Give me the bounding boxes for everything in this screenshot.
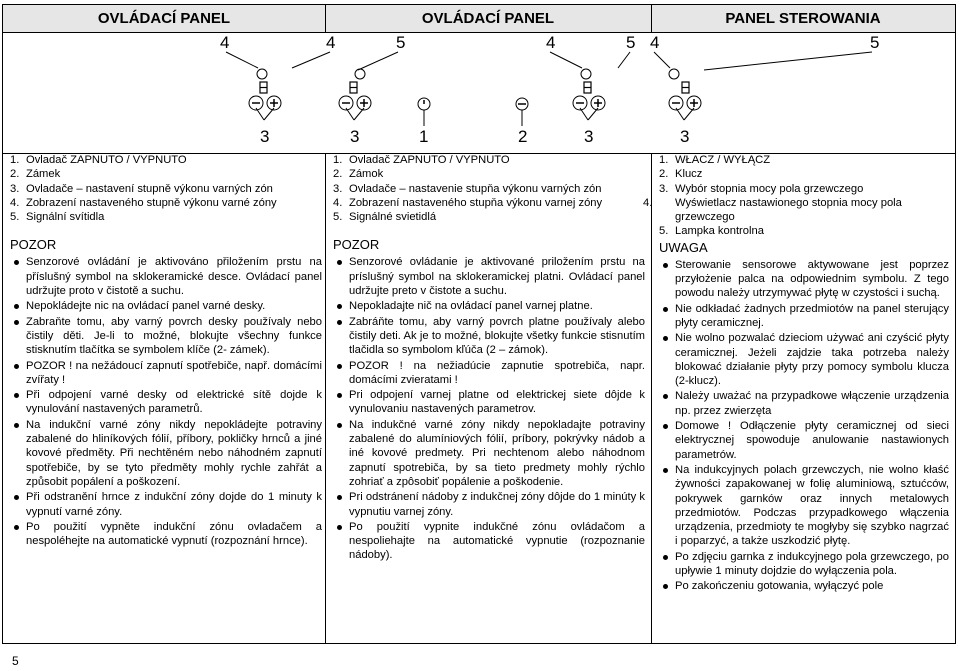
list-item: Sterowanie sensorowe aktywowane jest poprzez przyłożenie palca na odpowiednim symbolu. Z tego powodu należy utrzymywać płytę w czystości i suchą. <box>659 258 949 301</box>
column-cz <box>10 153 322 549</box>
list-item: Pri odstránení nádoby z indukčnej zóny dôjde do 1 minúty k vypnutiu varnej zóny. <box>333 490 645 519</box>
warning-title: UWAGA <box>659 239 708 255</box>
label-3: 3 <box>350 127 360 146</box>
list-item: Na indukcyjnych polach grzewczych, nie wolno kłaść żywności zapakowanej w folię aluminiową, sztućców, pokrywek garnków oraz innych metalowych przedmiotów. Podczas przypadkowego włączenia urządzenia, przedmioty te mogłyby się szybko nagrzać i poparzyć, a także uszkodzić płytę. <box>659 463 949 549</box>
label-1: 1 <box>419 127 429 146</box>
page-number: 5 <box>12 654 19 668</box>
list-item: 4. Zobrazení nastaveného stupně výkonu varné zóny <box>10 196 277 209</box>
col-sep-1 <box>325 153 326 643</box>
digit-display-icon <box>260 82 357 93</box>
zone-right <box>573 69 701 110</box>
list-item: 1. Ovladač ZAPNUTO / VYPNUTO <box>10 154 187 166</box>
list-item: Nepokladajte nič na ovládací panel varnej platne. <box>333 299 645 313</box>
col-sep-2 <box>651 153 652 643</box>
label-3: 3 <box>260 127 270 146</box>
header-sk: OVLÁDACÍ PANEL <box>325 5 651 32</box>
label-3: 3 <box>584 127 594 146</box>
list-item: Při odpojení varné desky od elektrické sítě dojde k vynulování nastavených parametrů. <box>10 388 322 417</box>
list-item: Pri odpojení varnej platne od elektrickej siete dôjde k vynulovaniu nastavených parametrov. <box>333 388 645 417</box>
list-item: 2. Zámek <box>10 168 61 181</box>
list-item: 5. Signální svítidla <box>10 211 105 224</box>
warning-list <box>659 258 949 594</box>
list-item: Nepokládejte nic na ovládací panel varné desky. <box>10 299 322 313</box>
header-sep-1 <box>325 5 326 32</box>
label-5: 5 <box>626 33 636 52</box>
list-item: Zabraňte tomu, aby varný povrch desky používaly nebo čistily děti. Je-li to možné, blokujte všechny funkce stisknutím tlačítka se symbolem klíče (2- zámek). <box>10 315 322 358</box>
label-5: 5 <box>870 33 880 52</box>
header-sep-2 <box>651 5 652 32</box>
list-item: 1. WŁACZ / WYŁĄCZ <box>659 154 771 166</box>
label-2: 2 <box>518 127 528 146</box>
zone-center <box>418 98 528 110</box>
list-item: 5. Signálné svietidlá <box>333 211 437 224</box>
column-pl <box>643 153 949 595</box>
list-item: Należy uważać na przypadkowe włączenie urządzenia np. przez zwierzęta <box>659 389 949 418</box>
list-item: POZOR ! na nežiadúcie zapnutie spotrebiča, napr. domácími zvieratami ! <box>333 359 645 388</box>
list-item: 4. Wyświetlacz nastawionego stopnia mocy pola grzewczego <box>643 196 902 224</box>
warning-list <box>333 255 645 562</box>
list-item: Na indukční varné zóny nikdy nepokládejte potraviny zabalené do hliníkových fólií, příbory, pokličky hrnců a jiné kovové předměty. Při nechtěném nebo náhodném zapnutí spotřebiče, by se tyto předměty mohly rychle zahřát a způsobit popálení a poškození. <box>10 418 322 489</box>
list-item: Senzorové ovládanie je aktivované priložením prstu na príslušný symbol na sklokeramickej platni. Ovládací panel udržujte preto v čistote a suchu. <box>333 255 645 298</box>
legend-list <box>643 153 949 239</box>
header-cz: OVLÁDACÍ PANEL <box>3 5 325 32</box>
list-item: POZOR ! na nežádoucí zapnutí spotřebiče, např. domácími zvířaty ! <box>10 359 322 388</box>
indicator-lamp <box>355 69 365 79</box>
list-item: 3. Ovladače – nastavenie stupňa výkonu varných zón <box>333 182 602 195</box>
list-item: Domowe ! Odłączenie płyty ceramicznej od sieci elektrycznej spowoduje anulowanie nastawionych parametrów. <box>659 419 949 462</box>
list-item: Na indukčné varné zóny nikdy nepokladajte potraviny zabalené do alumíniových fólií, príbory, pokrývky nádob a iné kovové predmety. Pri nechtenom alebo náhodnom zapnutí spotrebiča, by sa tieto predmety mohly rýchlo zohriať a zpôsobiť popálenie a poškodenie. <box>333 418 645 489</box>
list-item: Zabráňte tomu, aby varný povrch platne používaly alebo čistily deti. Ak je to možné, blokujte všetky funkcie stisnutím tlačidla so symbolom kľúča (2 – zámok). <box>333 315 645 358</box>
label-4: 4 <box>546 33 556 52</box>
indicator-lamp <box>257 69 267 79</box>
digit-display-icon <box>584 82 689 93</box>
list-item: 2. Zámok <box>333 168 384 181</box>
label-3: 3 <box>680 127 690 146</box>
list-item: 2. Klucz <box>659 168 703 181</box>
zone-left <box>249 69 371 110</box>
warning-title: POZOR <box>333 237 380 253</box>
legend-list <box>10 153 322 224</box>
label-5: 5 <box>396 33 406 52</box>
column-sk <box>333 153 645 564</box>
header-pl: PANEL STEROWANIA <box>651 5 955 32</box>
warning-title: POZOR <box>10 237 57 253</box>
list-item: Po použití vypnite indukčné zónu ovládačom a nespoliehajte na automatické vypnutie (rozpoznanie nádoby). <box>333 520 645 563</box>
indicator-lamp <box>669 69 679 79</box>
list-item: Při odstranění hrnce z indukční zóny dojde do 1 minuty k vypnutí varné zóny. <box>10 490 322 519</box>
legend-list <box>333 153 645 224</box>
list-item: Po zdjęciu garnka z indukcyjnego pola grzewczego, po upływie 1 minuty dojdzie do wyłączenia pola. <box>659 550 949 579</box>
list-item: Senzorové ovládání je aktivováno přiložením prstu na příslušný symbol na sklokeramické desce. Ovládací panel udržujte proto v čistotě a suchu. <box>10 255 322 298</box>
list-item: Po zakończeniu gotowania, wyłączyć pole <box>659 579 949 593</box>
label-4: 4 <box>650 33 660 52</box>
control-panel-diagram <box>200 30 960 150</box>
list-item: 4. Zobrazení nastaveného stupňa výkonu varnej zóny <box>333 196 603 209</box>
label-4: 4 <box>220 33 230 52</box>
warning-list <box>10 255 322 548</box>
list-item: 3. Wybór stopnia mocy pola grzewczego <box>659 182 864 195</box>
list-item: Nie wolno pozwalać dzieciom używać ani czyścić płyty ceramicznej. Jeżeli zajdzie taka potrzeba należy blokować działanie płyty przy pomocy symbolu klucza (2-klucz). <box>659 331 949 388</box>
indicator-lamp <box>581 69 591 79</box>
list-item: 1. Ovladač ZAPNUTO / VYPNUTO <box>333 154 510 166</box>
list-item: 5. Lampka kontrolna <box>659 225 764 238</box>
label-4: 4 <box>326 33 336 52</box>
list-item: 3. Ovladače – nastavení stupně výkonu varných zón <box>10 182 273 195</box>
list-item: Nie odkładać żadnych przedmiotów na panel sterujący płyty ceramicznej. <box>659 302 949 331</box>
list-item: Po použití vypněte indukční zónu ovladačem a nespoléhejte na automatické vypnutí (rozpoznání hrnce). <box>10 520 322 549</box>
